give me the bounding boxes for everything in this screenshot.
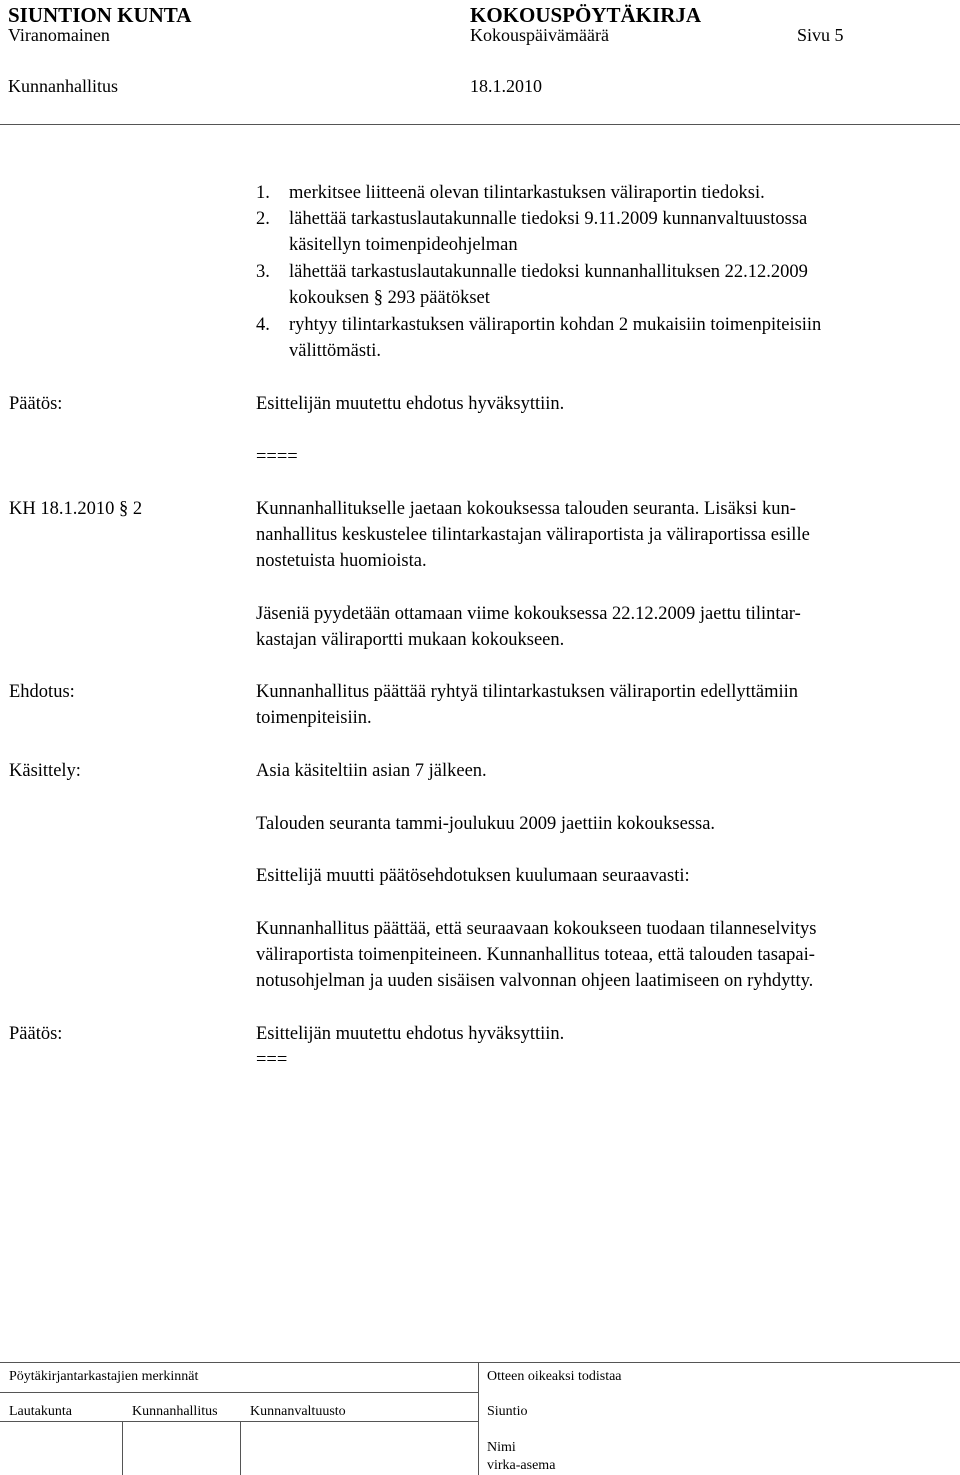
authority-label: Viranomainen <box>8 25 110 45</box>
footer-col-board: Lautakunta <box>9 1404 72 1419</box>
footer-place: Siuntio <box>487 1404 528 1419</box>
paragraph-line: Kunnanhallitukselle jaetaan kokouksessa talouden seuranta. Lisäksi kun- <box>256 499 796 519</box>
handling-label: Käsittely: <box>9 761 81 781</box>
footer-top-border <box>0 1362 960 1363</box>
footer-row-border <box>0 1421 478 1422</box>
list-item-text: kokouksen § 293 päätökset <box>289 288 490 308</box>
footer-divider <box>478 1362 479 1475</box>
list-item-text: käsitellyn toimenpideohjelman <box>289 235 518 255</box>
list-item-text: välittömästi. <box>289 341 381 361</box>
separator: === <box>256 1050 288 1070</box>
footer-col-executive: Kunnanhallitus <box>132 1404 218 1419</box>
paragraph-line: nanhallitus keskustelee tilintarkastajan väliraportista ja väliraportissa esille <box>256 525 810 545</box>
org-name: SIUNTION KUNTA <box>8 3 192 27</box>
footer-title-label: virka-asema <box>487 1458 556 1473</box>
list-number: 3. <box>256 262 270 282</box>
paragraph-line: kastajan väliraportti mukaan kokoukseen. <box>256 630 565 650</box>
section-reference: KH 18.1.2010 § 2 <box>9 499 143 519</box>
authority-value: Kunnanhallitus <box>8 76 118 96</box>
handling-line: Talouden seuranta tammi-joulukuu 2009 jaettiin kokouksessa. <box>256 814 716 834</box>
list-number: 4. <box>256 315 270 335</box>
proposal-line: toimenpiteisiin. <box>256 708 372 728</box>
proposal-label: Ehdotus: <box>9 682 75 702</box>
list-item-text: merkitsee liitteenä olevan tilintarkastuksen väliraportin tiedoksi. <box>289 183 765 203</box>
list-number: 2. <box>256 209 270 229</box>
certified-label: Otteen oikeaksi todistaa <box>487 1369 622 1384</box>
document-type: KOKOUSPÖYTÄKIRJA <box>470 3 702 27</box>
paragraph-line: nostetuista huomioista. <box>256 551 427 571</box>
list-item-text: lähettää tarkastuslautakunnalle tiedoksi kunnanhallituksen 22.12.2009 <box>289 262 808 282</box>
handling-line: Kunnanhallitus päättää, että seuraavaan kokoukseen tuodaan tilanneselvitys <box>256 919 817 939</box>
handling-line: notusohjelman ja uuden sisäisen valvonnan ohjeen laatimiseen on ryhdytty. <box>256 971 814 991</box>
decision-label: Päätös: <box>9 394 63 414</box>
footer-cell-border <box>122 1421 123 1475</box>
footer-col-council: Kunnanvaltuusto <box>250 1404 346 1419</box>
footer-name-label: Nimi <box>487 1440 516 1455</box>
inspectors-notes-label: Pöytäkirjantarkastajien merkinnät <box>9 1369 199 1384</box>
date-value: 18.1.2010 <box>470 76 542 96</box>
decision-label: Päätös: <box>9 1024 63 1044</box>
handling-line: Esittelijä muutti päätösehdotuksen kuulumaan seuraavasti: <box>256 866 690 886</box>
list-item-text: lähettää tarkastuslautakunnalle tiedoksi 9.11.2009 kunnanvaltuustossa <box>289 209 808 229</box>
footer-cell-border <box>240 1421 241 1475</box>
handling-line: Asia käsiteltiin asian 7 jälkeen. <box>256 761 487 781</box>
paragraph-line: Jäseniä pyydetään ottamaan viime kokouksessa 22.12.2009 jaettu tilintar- <box>256 604 801 624</box>
proposal-line: Kunnanhallitus päättää ryhtyä tilintarkastuksen väliraportin edellyttämiin <box>256 682 799 702</box>
handling-line: väliraportista toimenpiteineen. Kunnanhallitus toteaa, että talouden tasapai- <box>256 945 815 965</box>
date-label: Kokouspäivämäärä <box>470 25 609 45</box>
list-item-text: ryhtyy tilintarkastuksen väliraportin kohdan 2 mukaisiin toimenpiteisiin <box>289 315 822 335</box>
decision-text: Esittelijän muutettu ehdotus hyväksyttiin. <box>256 1024 565 1044</box>
header-divider <box>0 124 960 125</box>
separator: ==== <box>256 447 298 467</box>
footer-row-border <box>0 1392 478 1393</box>
page-number: Sivu 5 <box>797 25 844 45</box>
decision-text: Esittelijän muutettu ehdotus hyväksyttiin. <box>256 394 565 414</box>
list-number: 1. <box>256 183 270 203</box>
